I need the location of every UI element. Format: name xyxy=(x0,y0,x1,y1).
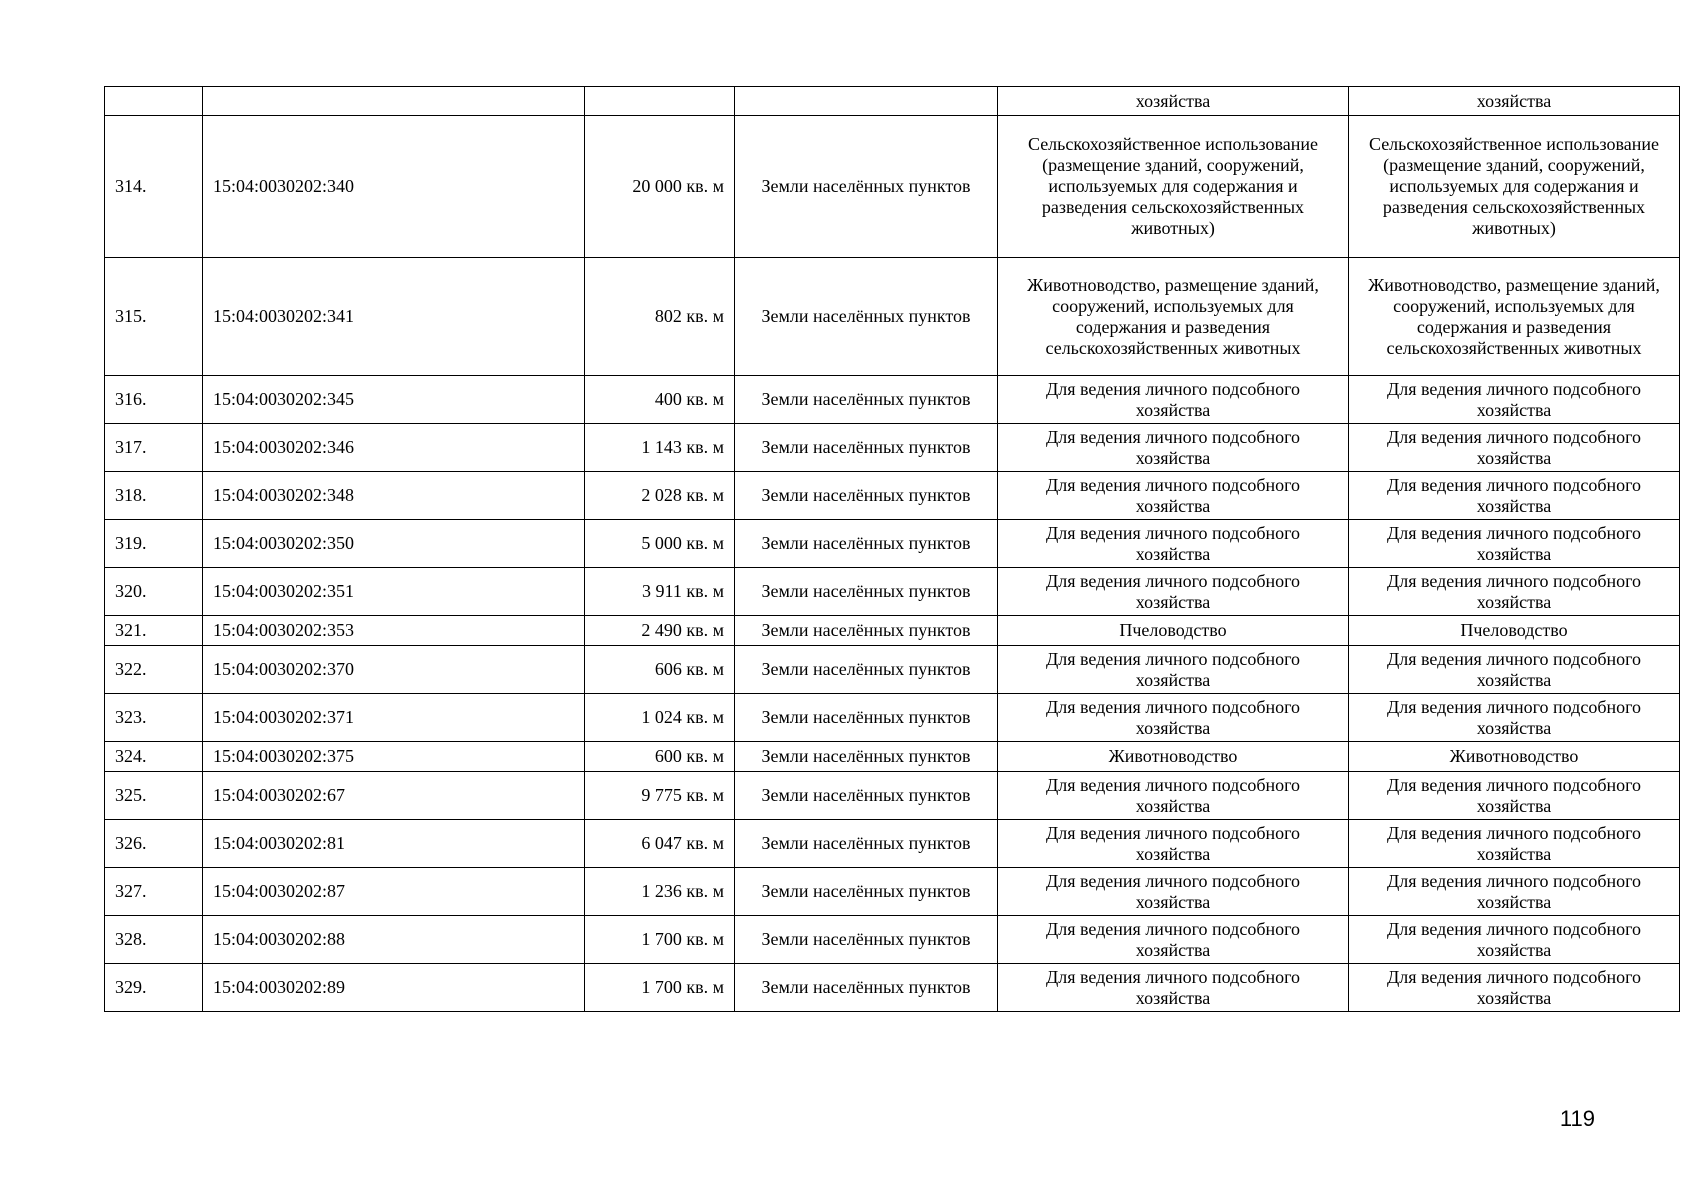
cell-cadastral-number: 15:04:0030202:346 xyxy=(203,424,585,472)
table-row-continuation xyxy=(105,87,1680,116)
cell-cadastral-number: 15:04:0030202:353 xyxy=(203,616,585,646)
cell-permitted-use-2: Для ведения личного подсобного хозяйства xyxy=(1349,820,1680,868)
cell-permitted-use: Для ведения личного подсобного хозяйства xyxy=(998,376,1349,424)
cell-number: 324. xyxy=(105,742,203,772)
cell-permitted-use: Для ведения личного подсобного хозяйства xyxy=(998,520,1349,568)
cell-area: 1 700 кв. м xyxy=(585,964,735,1012)
cell-permitted-use-2: Для ведения личного подсобного хозяйства xyxy=(1349,424,1680,472)
cell-permitted-use-2: Для ведения личного подсобного хозяйства xyxy=(1349,694,1680,742)
cell-land-category: Земли населённых пунктов xyxy=(735,916,998,964)
table-body xyxy=(105,87,1680,1012)
cell-permitted-use-2: Животноводство, размещение зданий, сооружений, используемых для содержания и разведения сельскохозяйственных животных xyxy=(1349,258,1680,376)
cell-cadastral-number: 15:04:0030202:370 xyxy=(203,646,585,694)
cell-permitted-use-2: Пчеловодство xyxy=(1349,616,1680,646)
cell-permitted-use: Для ведения личного подсобного хозяйства xyxy=(998,964,1349,1012)
cell-cadastral-number: 15:04:0030202:88 xyxy=(203,916,585,964)
cell-area xyxy=(585,87,735,116)
cell-cadastral-number: 15:04:0030202:340 xyxy=(203,116,585,258)
cell-number: 317. xyxy=(105,424,203,472)
cell-land-category: Земли населённых пунктов xyxy=(735,472,998,520)
cell-number: 325. xyxy=(105,772,203,820)
cell-area: 5 000 кв. м xyxy=(585,520,735,568)
table-row xyxy=(105,742,1680,772)
cell-area: 600 кв. м xyxy=(585,742,735,772)
cell-permitted-use: Для ведения личного подсобного хозяйства xyxy=(998,472,1349,520)
cell-permitted-use: Для ведения личного подсобного хозяйства xyxy=(998,868,1349,916)
cell-land-category: Земли населённых пунктов xyxy=(735,258,998,376)
cell-cadastral-number: 15:04:0030202:345 xyxy=(203,376,585,424)
cell-cadastral-number: 15:04:0030202:350 xyxy=(203,520,585,568)
cell-cadastral-number: 15:04:0030202:89 xyxy=(203,964,585,1012)
cell-permitted-use: Для ведения личного подсобного хозяйства xyxy=(998,424,1349,472)
table-row xyxy=(105,376,1680,424)
cell-number: 315. xyxy=(105,258,203,376)
cell-cadastral-number: 15:04:0030202:375 xyxy=(203,742,585,772)
cell-area: 1 700 кв. м xyxy=(585,916,735,964)
table-row xyxy=(105,258,1680,376)
cell-number: 326. xyxy=(105,820,203,868)
cell-land-category: Земли населённых пунктов xyxy=(735,376,998,424)
cell-permitted-use: Для ведения личного подсобного хозяйства xyxy=(998,646,1349,694)
cell-permitted-use: хозяйства xyxy=(998,87,1349,116)
cell-number: 329. xyxy=(105,964,203,1012)
cell-land-category: Земли населённых пунктов xyxy=(735,964,998,1012)
table-row xyxy=(105,868,1680,916)
cell-permitted-use: Для ведения личного подсобного хозяйства xyxy=(998,820,1349,868)
cell-land-category: Земли населённых пунктов xyxy=(735,520,998,568)
cell-permitted-use-2: Для ведения личного подсобного хозяйства xyxy=(1349,568,1680,616)
cell-cadastral-number: 15:04:0030202:348 xyxy=(203,472,585,520)
cell-number: 319. xyxy=(105,520,203,568)
cell-permitted-use-2: Для ведения личного подсобного хозяйства xyxy=(1349,520,1680,568)
cell-permitted-use: Животноводство xyxy=(998,742,1349,772)
cell-permitted-use-2: Животноводство xyxy=(1349,742,1680,772)
cell-cadastral-number: 15:04:0030202:341 xyxy=(203,258,585,376)
cell-area: 2 028 кв. м xyxy=(585,472,735,520)
page-number: 119 xyxy=(1559,1106,1595,1131)
cell-area: 400 кв. м xyxy=(585,376,735,424)
cell-permitted-use-2: Для ведения личного подсобного хозяйства xyxy=(1349,772,1680,820)
cell-permitted-use: Для ведения личного подсобного хозяйства xyxy=(998,694,1349,742)
cell-permitted-use-2: Сельскохозяйственное использование (размещение зданий, сооружений, используемых для содержания и разведения сельскохозяйственных животных) xyxy=(1349,116,1680,258)
cell-number: 316. xyxy=(105,376,203,424)
cell-land-category: Земли населённых пунктов xyxy=(735,616,998,646)
table-row xyxy=(105,116,1680,258)
cell-cadastral-number: 15:04:0030202:351 xyxy=(203,568,585,616)
cell-area: 1 236 кв. м xyxy=(585,868,735,916)
table-row xyxy=(105,772,1680,820)
cell-area: 2 490 кв. м xyxy=(585,616,735,646)
cell-land-category: Земли населённых пунктов xyxy=(735,116,998,258)
cell-permitted-use-2: Для ведения личного подсобного хозяйства xyxy=(1349,646,1680,694)
cell-area: 6 047 кв. м xyxy=(585,820,735,868)
table-row xyxy=(105,616,1680,646)
cell-land-category: Земли населённых пунктов xyxy=(735,820,998,868)
cell-number: 322. xyxy=(105,646,203,694)
cell-cadastral-number: 15:04:0030202:81 xyxy=(203,820,585,868)
cell-permitted-use-2: Для ведения личного подсобного хозяйства xyxy=(1349,376,1680,424)
cell-number: 318. xyxy=(105,472,203,520)
cell-permitted-use-2: Для ведения личного подсобного хозяйства xyxy=(1349,916,1680,964)
table-row xyxy=(105,694,1680,742)
cell-cadastral-number: 15:04:0030202:371 xyxy=(203,694,585,742)
cell-permitted-use: Пчеловодство xyxy=(998,616,1349,646)
cell-area: 802 кв. м xyxy=(585,258,735,376)
cell-land-category: Земли населённых пунктов xyxy=(735,772,998,820)
cell-land-category xyxy=(735,87,998,116)
cell-land-category: Земли населённых пунктов xyxy=(735,694,998,742)
cell-permitted-use: Для ведения личного подсобного хозяйства xyxy=(998,916,1349,964)
cell-number: 321. xyxy=(105,616,203,646)
land-plots-table xyxy=(104,86,1680,1012)
cell-number xyxy=(105,87,203,116)
table-row xyxy=(105,472,1680,520)
table-row xyxy=(105,646,1680,694)
table-row xyxy=(105,520,1680,568)
cell-number: 320. xyxy=(105,568,203,616)
cell-permitted-use: Для ведения личного подсобного хозяйства xyxy=(998,568,1349,616)
table-row xyxy=(105,964,1680,1012)
cell-land-category: Земли населённых пунктов xyxy=(735,646,998,694)
cell-permitted-use: Сельскохозяйственное использование (размещение зданий, сооружений, используемых для содержания и разведения сельскохозяйственных животных) xyxy=(998,116,1349,258)
cell-area: 1 143 кв. м xyxy=(585,424,735,472)
cell-area: 20 000 кв. м xyxy=(585,116,735,258)
cell-area: 606 кв. м xyxy=(585,646,735,694)
cell-number: 323. xyxy=(105,694,203,742)
cell-land-category: Земли населённых пунктов xyxy=(735,868,998,916)
cell-cadastral-number: 15:04:0030202:67 xyxy=(203,772,585,820)
cell-land-category: Земли населённых пунктов xyxy=(735,568,998,616)
table-row xyxy=(105,916,1680,964)
cell-area: 9 775 кв. м xyxy=(585,772,735,820)
cell-permitted-use-2: Для ведения личного подсобного хозяйства xyxy=(1349,472,1680,520)
cell-cadastral-number xyxy=(203,87,585,116)
cell-permitted-use-2: Для ведения личного подсобного хозяйства xyxy=(1349,964,1680,1012)
cell-area: 3 911 кв. м xyxy=(585,568,735,616)
cell-number: 328. xyxy=(105,916,203,964)
cell-permitted-use: Животноводство, размещение зданий, сооружений, используемых для содержания и разведения сельскохозяйственных животных xyxy=(998,258,1349,376)
cell-area: 1 024 кв. м xyxy=(585,694,735,742)
cell-permitted-use: Для ведения личного подсобного хозяйства xyxy=(998,772,1349,820)
cell-permitted-use-2: хозяйства xyxy=(1349,87,1680,116)
cell-permitted-use-2: Для ведения личного подсобного хозяйства xyxy=(1349,868,1680,916)
cell-land-category: Земли населённых пунктов xyxy=(735,742,998,772)
table-row xyxy=(105,568,1680,616)
table-row xyxy=(105,820,1680,868)
table-row xyxy=(105,424,1680,472)
cell-number: 314. xyxy=(105,116,203,258)
cell-cadastral-number: 15:04:0030202:87 xyxy=(203,868,585,916)
cell-land-category: Земли населённых пунктов xyxy=(735,424,998,472)
cell-number: 327. xyxy=(105,868,203,916)
